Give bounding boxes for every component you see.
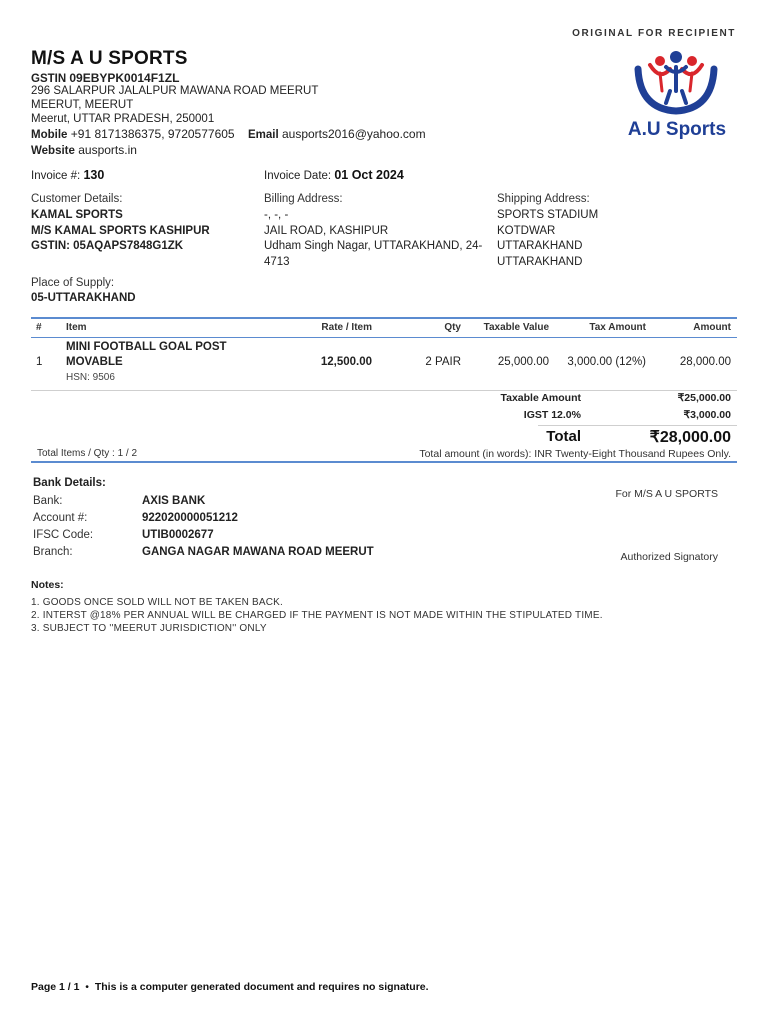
company-name: M/S A U SPORTS (31, 48, 188, 69)
signatory-for: For M/S A U SPORTS (615, 488, 718, 500)
footer-bullet: • (85, 981, 89, 993)
row-item-line-2: MOVABLE (66, 356, 123, 368)
seller-gstin: 09EBYPK0014F1ZL (69, 71, 180, 85)
seller-address-1: 296 SALARPUR JALALPUR MAWANA ROAD MEERUT (31, 85, 319, 97)
shipping-line-3: UTTARAKHAND (497, 240, 583, 252)
igst-label: IGST 12.0% (523, 409, 581, 421)
note-item: 2. INTERST @18% PER ANNUAL WILL BE CHARGED IF THE PAYMENT IS NOT MADE WITHIN THE STIPULATED TIME. (31, 610, 603, 621)
ifsc-code: UTIB0002677 (142, 529, 214, 541)
igst-value: ₹3,000.00 (683, 409, 731, 421)
account-number: 922020000051212 (142, 512, 238, 524)
billing-address-label: Billing Address: (264, 193, 343, 205)
logo-text: A.U Sports (627, 119, 727, 140)
row-item-line-1: MINI FOOTBALL GOAL POST (66, 341, 227, 353)
bank-details-title: Bank Details: (33, 477, 106, 489)
seller-gstin-line (31, 71, 179, 85)
total-items-qty: Total Items / Qty : 1 / 2 (37, 448, 138, 459)
mobile-label: Mobile (31, 129, 68, 141)
billing-line-2: JAIL ROAD, KASHIPUR (264, 225, 389, 237)
taxable-amount-label: Taxable Amount (500, 392, 581, 404)
place-of-supply-label: Place of Supply: (31, 277, 115, 289)
col-header-index: # (36, 322, 42, 333)
invoice-date: 01 Oct 2024 (334, 168, 404, 182)
page-number: Page 1 / 1 (31, 981, 80, 993)
billing-line-4: 4713 (264, 256, 290, 268)
branch-label: Branch: (33, 546, 73, 558)
notes-title: Notes: (31, 579, 64, 591)
shipping-line-4: UTTARAKHAND (497, 256, 583, 268)
bank-label: Bank: (33, 495, 63, 507)
customer-company: M/S KAMAL SPORTS KASHIPUR (31, 225, 210, 237)
invoice-date-label: Invoice Date: (264, 170, 332, 182)
row-taxable: 25,000.00 (497, 356, 549, 368)
seller-address-3: Meerut, UTTAR PRADESH, 250001 (31, 113, 215, 125)
seller-address-2: MEERUT, MEERUT (31, 99, 134, 111)
col-header-taxable: Taxable Value (483, 322, 549, 333)
row-amount: 28,000.00 (679, 356, 731, 368)
table-top-rule (31, 317, 737, 319)
amount-in-words: Total amount (in words): INR Twenty-Eight Thousand Rupees Only. (419, 448, 731, 460)
table-header-rule (31, 337, 737, 338)
invoice-number-label: Invoice #: (31, 170, 81, 182)
total-label: Total (546, 428, 581, 445)
place-of-supply: 05-UTTARAKHAND (31, 292, 136, 304)
shipping-line-2: KOTDWAR (497, 225, 556, 237)
taxable-amount-value: ₹25,000.00 (677, 392, 731, 404)
ifsc-label: IFSC Code: (33, 529, 94, 541)
billing-line-3: Udham Singh Nagar, UTTARAKHAND, 24- (264, 240, 483, 252)
bank-name: AXIS BANK (142, 495, 206, 507)
customer-name: KAMAL SPORTS (31, 209, 123, 221)
note-item: 3. SUBJECT TO ''MEERUT JURISDICTION'' ONLY (31, 623, 267, 634)
seller-mobile: +91 8171386375, 9720577605 (70, 127, 235, 141)
total-value: ₹28,000.00 (649, 429, 731, 446)
page-footer (31, 981, 429, 993)
shipping-address-label: Shipping Address: (497, 193, 590, 205)
table-row-rule (31, 390, 737, 391)
row-hsn: HSN: 9506 (66, 372, 115, 383)
seller-email[interactable]: ausports2016@yahoo.com (281, 127, 426, 141)
seller-website[interactable]: ausports.in (78, 143, 137, 157)
website-label: Website (31, 145, 75, 157)
customer-gstin: GSTIN: 05AQAPS7848G1ZK (31, 240, 184, 252)
authorized-signatory: Authorized Signatory (620, 551, 718, 563)
shipping-line-1: SPORTS STADIUM (497, 209, 599, 221)
col-header-item: Item (66, 322, 87, 333)
company-logo (614, 47, 738, 145)
seller-website-line (31, 143, 137, 157)
footer-text: This is a computer generated document and requires no signature. (94, 981, 429, 993)
col-header-tax: Tax Amount (589, 322, 646, 333)
email-label: Email (247, 129, 279, 141)
table-row (31, 340, 737, 390)
billing-line-1: -, -, - (264, 209, 289, 221)
col-header-qty: Qty (444, 322, 461, 333)
account-label: Account #: (33, 512, 88, 524)
note-item: 1. GOODS ONCE SOLD WILL NOT BE TAKEN BACK. (31, 597, 283, 608)
row-qty: 2 PAIR (425, 356, 461, 368)
row-index: 1 (36, 356, 43, 368)
summary-bottom-rule (31, 461, 737, 463)
customer-details-label: Customer Details: (31, 193, 123, 205)
invoice-number: 130 (83, 168, 105, 182)
gstin-label: GSTIN (31, 73, 67, 85)
col-header-amount: Amount (693, 322, 731, 333)
total-rule (538, 425, 737, 426)
invoice-date-line (264, 168, 404, 182)
row-rate: 12,500.00 (320, 356, 372, 368)
branch-name: GANGA NAGAR MAWANA ROAD MEERUT (142, 546, 374, 558)
copy-label: ORIGINAL FOR RECIPIENT (572, 28, 736, 39)
invoice-number-line (31, 168, 104, 182)
row-tax: 3,000.00 (12%) (567, 356, 646, 368)
seller-contact-line (31, 127, 426, 141)
col-header-rate: Rate / Item (321, 322, 372, 333)
